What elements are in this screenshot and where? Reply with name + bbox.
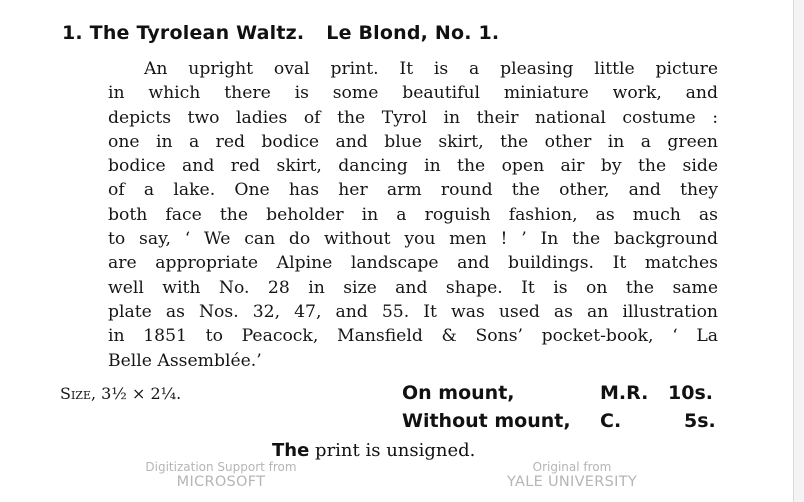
- size-label: Size,: [60, 384, 97, 403]
- price-amount-unmounted: 5s.: [684, 410, 716, 432]
- description-line: bodice and red skirt, dancing in the open air by the side: [108, 156, 718, 177]
- price-amount-mounted: 10s.: [668, 382, 713, 404]
- entry-maker: Le Blond, No. 1.: [326, 22, 500, 44]
- description-line: depicts two ladies of the Tyrol in their national costume :: [108, 107, 718, 128]
- description-line: both face the beholder in a roguish fashion, as much as: [108, 204, 718, 225]
- watermark-microsoft: MICROSOFT: [176, 474, 266, 490]
- watermark-yale: YALE UNIVERSITY: [506, 474, 638, 490]
- description-line: plate as Nos. 32, 47, and 55. It was used as an illustration: [108, 301, 718, 322]
- print-size: [60, 384, 181, 403]
- price-code-unmounted: C.: [600, 410, 622, 432]
- description-line: well with No. 28 in size and shape. It is on the same: [108, 277, 718, 298]
- unsigned-prefix: The: [272, 440, 310, 461]
- price-label-unmounted: Without mount,: [402, 410, 571, 432]
- watermark-digitization-line: Digitization Support from: [145, 460, 297, 474]
- entry-description: [108, 57, 718, 373]
- page-edge: [793, 0, 804, 502]
- unsigned-text: print is unsigned.: [315, 440, 476, 461]
- watermark-digitization: [142, 460, 300, 490]
- watermark-original: [484, 460, 660, 490]
- unsigned-note: [272, 440, 475, 461]
- entry-title: 1. The Tyrolean Waltz.: [62, 22, 305, 44]
- description-line: one in a red bodice and blue skirt, the other in a green: [108, 131, 718, 152]
- size-value: 3½ × 2¼.: [101, 384, 182, 403]
- entry-heading: [62, 22, 499, 44]
- description-line: of a lake. One has her arm round the other, and they: [108, 180, 718, 201]
- description-line: are appropriate Alpine landscape and buildings. It matches: [108, 253, 718, 274]
- description-line: Belle Assemblée.’: [108, 350, 262, 371]
- price-code-mounted: M.R.: [600, 382, 649, 404]
- description-line: in which there is some beautiful miniature work, and: [108, 83, 718, 104]
- description-line: An upright oval print. It is a pleasing little picture: [144, 59, 718, 79]
- description-line: in 1851 to Peacock, Mansfield & Sons’ pocket-book, ‘ La: [108, 326, 718, 347]
- watermark-original-line: Original from: [532, 460, 612, 474]
- price-label-mounted: On mount,: [402, 382, 515, 404]
- description-line: to say, ‘ We can do without you men ! ’ In the background: [108, 229, 718, 250]
